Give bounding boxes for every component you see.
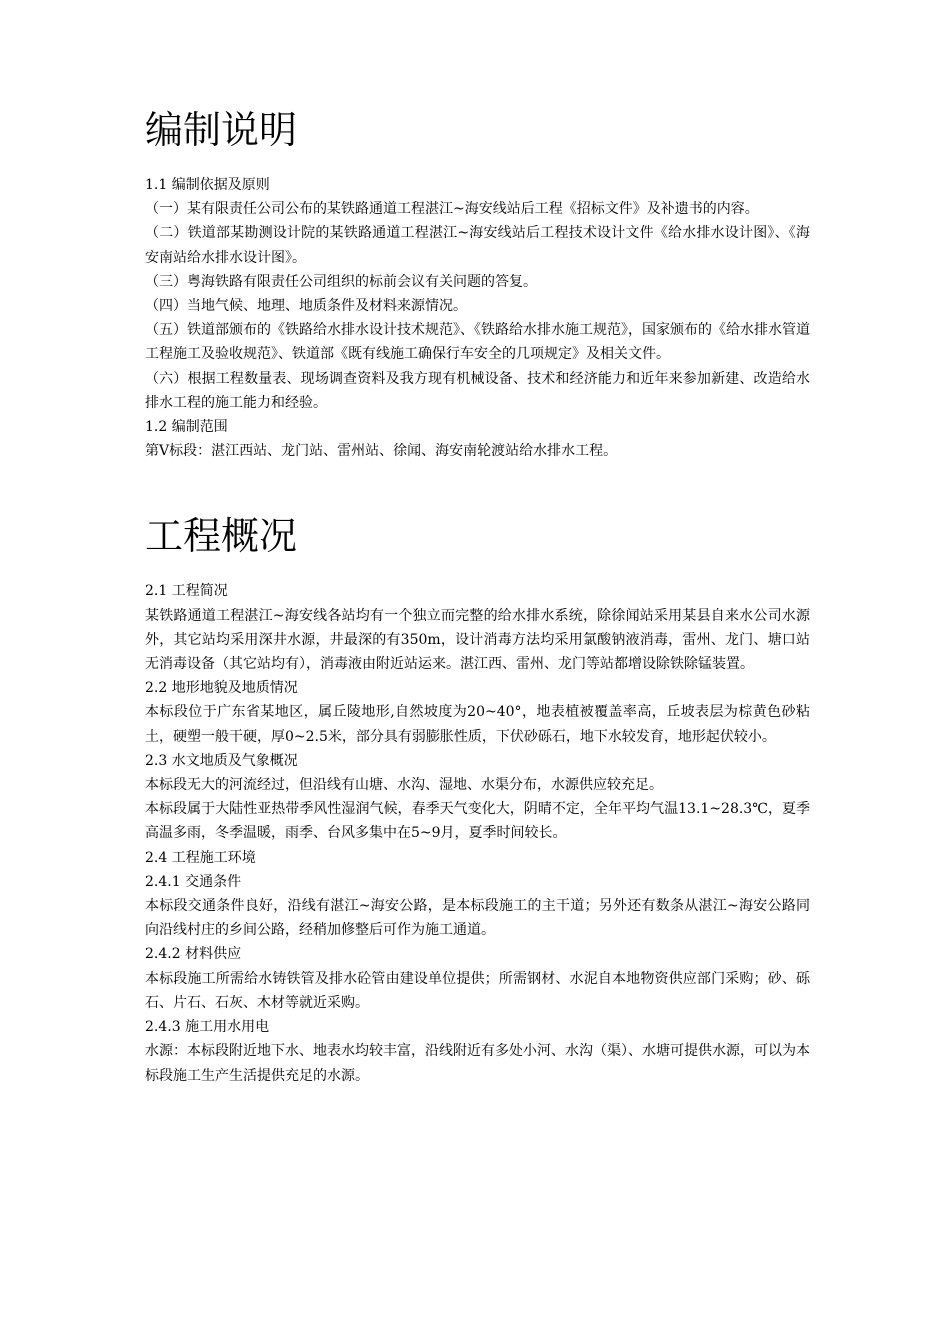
paragraph: （五）铁道部颁布的《铁路给水排水设计技术规范》、《铁路给水排水施工规范》，国家颁布的《给水排水管道工程施工及验收规范》、铁道部《既有线施工确保行车安全的几项规定》及相关文件。: [145, 322, 810, 363]
subheading: 2.2 地形地貌及地质情况: [145, 680, 298, 697]
paragraph: 本标段属于大陆性亚热带季风性湿润气候，春季天气变化大，阴晴不定，全年平均气温13.1~28.3℃，夏季高温多雨，冬季温暖，雨季、台风多集中在5~9月，夏季时间较长。: [145, 801, 810, 842]
paragraph: 本标段位于广东省某地区，属丘陵地形,自然坡度为20~40°，地表植被覆盖率高，丘坡表层为棕黄色砂粘土，硬塑一般干硬，厚0~2.5米，部分具有弱膨胀性质，下伏砂砾石，地下水较发育，地形起伏较小。: [145, 704, 810, 745]
subheading: 2.4 工程施工环境: [145, 849, 256, 866]
document-page: [145, 95, 810, 1088]
paragraph: （一）某有限责任公司公布的某铁路通道工程湛江~海安线站后工程《招标文件》及补遗书的内容。: [145, 201, 759, 218]
paragraph: 某铁路通道工程湛江~海安线各站均有一个独立而完整的给水排水系统，除徐闻站采用某县自来水公司水源外，其它站均采用深井水源，井最深的有350m，设计消毒方法均采用氯酸钠液消毒，雷州、龙门、塘口站无消毒设备（其它站均有），消毒液由附近站运来。湛江西、雷州、龙门等站都增设除铁除锰装置。: [145, 607, 810, 673]
section-title: 工程概况: [145, 514, 298, 559]
subheading: 1.2 编制范围: [145, 419, 228, 436]
paragraph: 本标段无大的河流经过，但沿线有山塘、水沟、湿地、水渠分布，水源供应较充足。: [145, 777, 663, 794]
section-compilation-notes: [145, 95, 810, 463]
paragraph: （四）当地气候、地理、地质条件及材料来源情况。: [145, 298, 467, 315]
paragraph: 水源：本标段附近地下水、地表水均较丰富，沿线附近有多处小河、水沟（渠）、水塘可提供水源，可以为本标段施工生产生活提供充足的水源。: [145, 1043, 810, 1084]
subheading: 1.1 编制依据及原则: [145, 177, 270, 193]
paragraph: 第Ⅴ标段：湛江西站、龙门站、雷州站、徐闻、海安南轮渡站给水排水工程。: [145, 443, 618, 460]
subheading: 2.1 工程简况: [145, 583, 228, 600]
subheading: 2.4.3 施工用水用电: [145, 1019, 270, 1036]
section-title: 编制说明: [145, 108, 298, 152]
section-project-overview: [145, 501, 810, 1087]
paragraph: （二）铁道部某勘测设计院的某铁路通道工程湛江~海安线站后工程技术设计文件《给水排水设计图》、《海安南站给水排水设计图》。: [145, 225, 810, 266]
subheading: 2.3 水文地质及气象概况: [145, 752, 298, 769]
subheading: 2.4.2 材料供应: [145, 946, 242, 963]
subheading: 2.4.1 交通条件: [145, 873, 242, 890]
paragraph: 本标段施工所需给水铸铁管及排水砼管由建设单位提供；所需钢材、水泥自本地物资供应部门采购；砂、砾石、片石、石灰、木材等就近采购。: [145, 970, 810, 1011]
paragraph: （三）粤海铁路有限责任公司组织的标前会议有关问题的答复。: [145, 273, 537, 290]
paragraph: 本标段交通条件良好，沿线有湛江~海安公路，是本标段施工的主干道；另外还有数条从湛江~海安公路同向沿线村庄的乡间公路，经稍加修整后可作为施工通道。: [145, 898, 810, 939]
paragraph: （六）根据工程数量表、现场调查资料及我方现有机械设备、技术和经济能力和近年来参加新建、改造给水排水工程的施工能力和经验。: [145, 370, 810, 411]
